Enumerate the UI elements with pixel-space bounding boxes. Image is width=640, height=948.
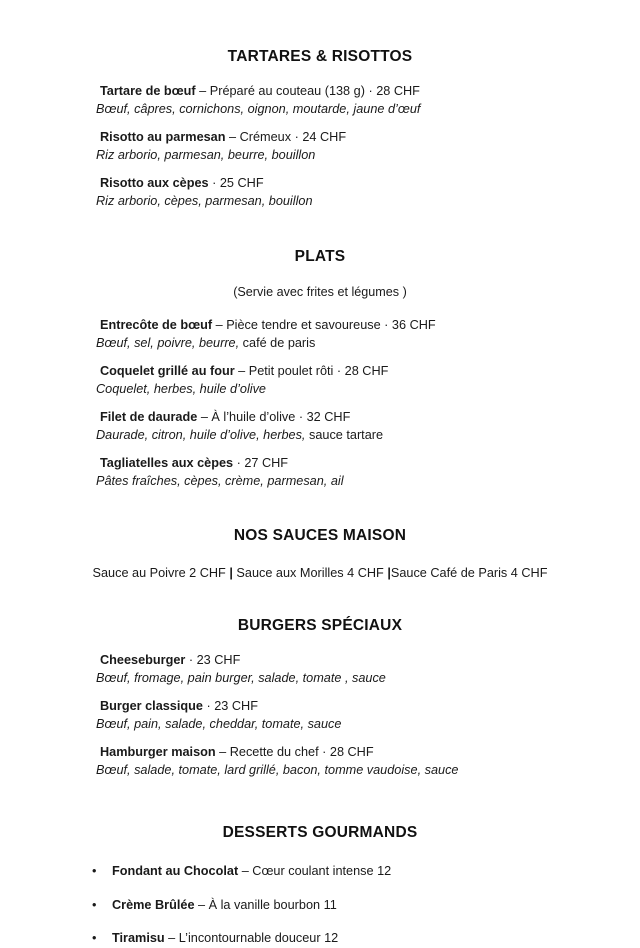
dessert-item-description: Cœur coulant intense 12 xyxy=(252,864,392,879)
menu-item-dash: – xyxy=(212,318,227,332)
menu-item-ingredients xyxy=(96,762,640,780)
sauces-line xyxy=(0,565,640,583)
menu-item-description: À l’huile d’olive xyxy=(211,410,296,424)
menu-item-line xyxy=(100,175,640,193)
menu-item xyxy=(0,455,640,490)
menu-item-ingredients xyxy=(96,335,640,353)
menu-item-ingredients-roman: sauce tartare xyxy=(309,427,384,442)
item-list-desserts xyxy=(0,863,640,948)
section-title-burgers: BURGERS SPÉCIAUX xyxy=(237,617,403,635)
menu-item xyxy=(0,317,640,352)
menu-item xyxy=(0,175,640,210)
dessert-item-dash: – xyxy=(194,897,209,912)
section-desserts xyxy=(0,779,640,948)
menu-item-ingredients-italic: Bœuf, sel, poivre, beurre, xyxy=(96,335,243,350)
menu-item-line xyxy=(100,698,640,716)
menu-item-price: · 23 CHF xyxy=(185,653,241,668)
section-plats xyxy=(0,210,640,490)
menu-item-ingredients-roman: café de paris xyxy=(242,335,316,350)
menu-item-name: Filet de daurade xyxy=(100,410,198,424)
menu-item-line xyxy=(100,652,640,670)
menu-item-ingredients xyxy=(96,101,640,119)
menu-item-name: Risotto aux cèpes xyxy=(100,176,209,190)
menu-item-line xyxy=(100,129,640,147)
menu-item-price: · 28 CHF xyxy=(333,364,389,378)
section-title-plats: PLATS xyxy=(294,248,346,265)
section-tartares-risottos xyxy=(0,0,640,210)
section-sauces xyxy=(0,490,640,583)
sauce-item-morilles: Sauce aux Morilles 4 CHF xyxy=(232,566,388,580)
menu-item-line xyxy=(100,409,640,427)
menu-item-price: · 27 CHF xyxy=(233,456,289,470)
menu-item-ingredients xyxy=(96,473,640,491)
sauce-separator: | xyxy=(229,566,233,580)
menu-item-price: · 25 CHF xyxy=(208,176,264,190)
menu-item-line xyxy=(100,455,640,473)
menu-item-description: Recette du chef xyxy=(229,745,319,760)
menu-item-price: · 28 CHF xyxy=(318,745,374,760)
menu-item-ingredients xyxy=(96,193,640,211)
menu-item xyxy=(0,83,640,118)
menu-item-name: Hamburger maison xyxy=(100,745,216,760)
menu-item-dash: – xyxy=(195,84,210,98)
bullet-icon: • xyxy=(92,864,97,879)
bullet-icon: • xyxy=(92,931,97,946)
menu-item-price: · 36 CHF xyxy=(380,318,436,332)
menu-item-description: Crémeux xyxy=(239,130,292,144)
menu-item-ingredients xyxy=(96,147,640,165)
menu-item-dash: – xyxy=(234,364,249,378)
menu-item-dash: – xyxy=(197,410,212,424)
menu-item-name: Risotto au parmesan xyxy=(100,130,226,144)
menu-item-ingredients xyxy=(96,381,640,399)
menu-item-line xyxy=(100,363,640,381)
dessert-item-name: Fondant au Chocolat xyxy=(112,864,239,879)
bullet-icon: • xyxy=(92,897,97,912)
menu-item xyxy=(0,129,640,164)
menu-item-line xyxy=(100,83,640,101)
menu-item-ingredients-italic: Bœuf, fromage, pain burger, salade, tomate , sauce xyxy=(96,670,386,685)
dessert-item-dash: – xyxy=(238,864,253,879)
menu-item xyxy=(0,363,640,398)
menu-item-ingredients-italic: Daurade, citron, huile d’olive, herbes, xyxy=(96,427,309,442)
menu-item-name: Entrecôte de bœuf xyxy=(100,318,213,332)
dessert-item xyxy=(92,897,640,915)
menu-item-ingredients-italic: Riz arborio, cèpes, parmesan, bouillon xyxy=(96,193,313,208)
menu-item-price: · 28 CHF xyxy=(364,84,420,98)
menu-item-ingredients xyxy=(96,670,640,688)
menu-item-name: Burger classique xyxy=(100,699,203,714)
dessert-item-dash: – xyxy=(164,931,179,946)
menu-item-dash: – xyxy=(225,130,240,144)
menu-item-ingredients-italic: Riz arborio, parmesan, beurre, bouillon xyxy=(96,147,316,162)
section-subtitle-plats: (Servie avec frites et légumes ) xyxy=(233,285,407,299)
section-title-desserts: DESSERTS GOURMANDS xyxy=(222,824,418,842)
menu-item-price: · 32 CHF xyxy=(295,410,351,424)
sauce-item-poivre: Sauce au Poivre 2 CHF xyxy=(92,566,230,580)
section-title-sauces: NOS SAUCES MAISON xyxy=(233,527,407,544)
menu-item xyxy=(0,698,640,733)
menu-item-price: · 23 CHF xyxy=(202,699,258,714)
section-title-tartares-risottos: TARTARES & RISOTTOS xyxy=(227,48,413,65)
item-list-plats xyxy=(0,317,640,490)
item-list-tartares-risottos xyxy=(0,83,640,210)
menu-item-ingredients xyxy=(96,716,640,734)
menu-item xyxy=(0,652,640,687)
dessert-item xyxy=(92,930,640,948)
menu-item-name: Cheeseburger xyxy=(100,653,186,668)
menu-item-dash: – xyxy=(215,745,230,760)
menu-item-description: Préparé au couteau (138 g) xyxy=(209,84,365,98)
menu-item-price: · 24 CHF xyxy=(291,130,347,144)
menu-item-ingredients-italic: Bœuf, câpres, cornichons, oignon, moutarde, jaune d’œuf xyxy=(96,101,421,116)
dessert-item-name: Crème Brûlée xyxy=(112,897,195,912)
sauce-item-cafe-de-paris: Sauce Café de Paris 4 CHF xyxy=(390,566,548,580)
dessert-item-description: À la vanille bourbon 11 xyxy=(208,897,337,912)
menu-item-description: Pièce tendre et savoureuse xyxy=(226,318,381,332)
menu-item-line xyxy=(100,317,640,335)
menu-item-ingredients xyxy=(96,427,640,445)
menu-item-description: Petit poulet rôti xyxy=(248,364,334,378)
menu-item-name: Tagliatelles aux cèpes xyxy=(100,456,234,470)
dessert-item-description: L’incontournable douceur 12 xyxy=(178,931,339,946)
menu-item-ingredients-italic: Bœuf, salade, tomate, lard grillé, bacon, tomme vaudoise, sauce xyxy=(96,762,459,777)
menu-item-name: Coquelet grillé au four xyxy=(100,364,235,378)
menu-item-name: Tartare de bœuf xyxy=(100,84,196,98)
sauce-separator: | xyxy=(387,566,391,580)
dessert-item xyxy=(92,863,640,881)
menu-item-ingredients-italic: Coquelet, herbes, huile d’olive xyxy=(96,381,266,396)
menu-item xyxy=(0,744,640,779)
section-burgers xyxy=(0,595,640,779)
item-list-burgers xyxy=(0,652,640,779)
menu-item xyxy=(0,409,640,444)
menu-item-line xyxy=(100,744,640,762)
menu-item-ingredients-italic: Bœuf, pain, salade, cheddar, tomate, sauce xyxy=(96,716,342,731)
menu-item-ingredients-italic: Pâtes fraîches, cèpes, crème, parmesan, ail xyxy=(96,473,344,488)
dessert-item-name: Tiramisu xyxy=(112,931,165,946)
